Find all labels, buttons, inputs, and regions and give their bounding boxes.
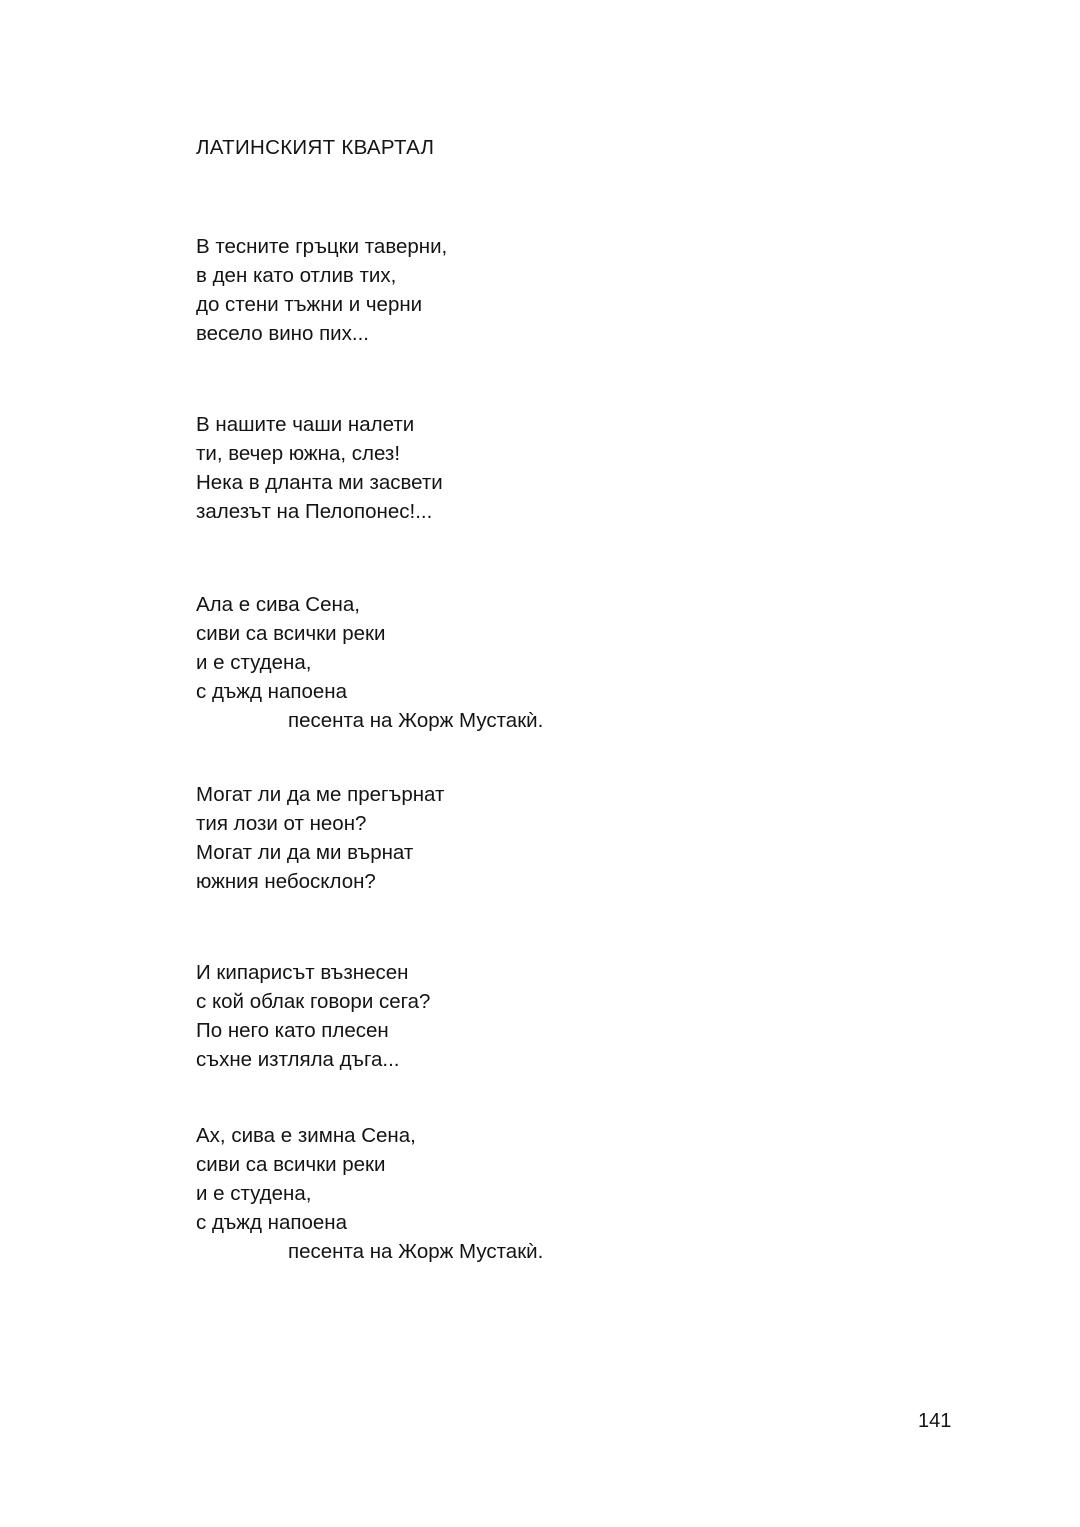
poem-line: Могат ли да ме прегърнат (196, 783, 445, 806)
poem-stanza-3 (196, 590, 896, 735)
poem-line: Нека в дланта ми засвети (196, 471, 443, 494)
poem-line: Могат ли да ми върнат (196, 841, 414, 864)
poem-line: И кипарисът възнесен (196, 961, 409, 984)
poem-stanza-1 (196, 232, 896, 348)
poem-body (196, 133, 896, 1266)
poem-line: съхне изтляла дъга... (196, 1048, 400, 1071)
poem-line: тия лози от неон? (196, 812, 367, 835)
poem-line: и е студена, (196, 1182, 312, 1205)
poem-line: сиви са всички реки (196, 622, 386, 645)
poem-line: до стени тъжни и черни (196, 293, 423, 316)
poem-line: с дъжд напоена (196, 680, 347, 703)
poem-line: залезът на Пелопонес!... (196, 500, 433, 523)
page-number: 141 (918, 1410, 952, 1432)
poem-title: ЛАТИНСКИЯТ КВАРТАЛ (196, 136, 435, 159)
poem-line: с кой облак говори сега? (196, 990, 431, 1013)
poem-line: сиви са всички реки (196, 1153, 386, 1176)
poem-line: весело вино пих... (196, 322, 369, 345)
poem-stanza-5 (196, 958, 896, 1074)
poem-line: южния небосклон? (196, 870, 376, 893)
poem-line-refrain: песента на Жорж Мустакѝ. (288, 709, 544, 732)
poem-line-refrain: песента на Жорж Мустакѝ. (288, 1240, 544, 1263)
poem-line: Ах, сива е зимна Сена, (196, 1124, 416, 1147)
poem-line: В нашите чаши налети (196, 413, 415, 436)
poem-line: По него като плесен (196, 1019, 389, 1042)
poem-line: В тесните гръцки таверни, (196, 235, 448, 258)
poem-stanza-4 (196, 780, 896, 896)
poem-line: и е студена, (196, 651, 312, 674)
poem-line: ти, вечер южна, слез! (196, 442, 401, 465)
poem-line: Ала е сива Сена, (196, 593, 360, 616)
poem-stanza-2 (196, 410, 896, 526)
poem-line: с дъжд напоена (196, 1211, 347, 1234)
poem-stanza-6 (196, 1121, 896, 1266)
poem-line: в ден като отлив тих, (196, 264, 397, 287)
